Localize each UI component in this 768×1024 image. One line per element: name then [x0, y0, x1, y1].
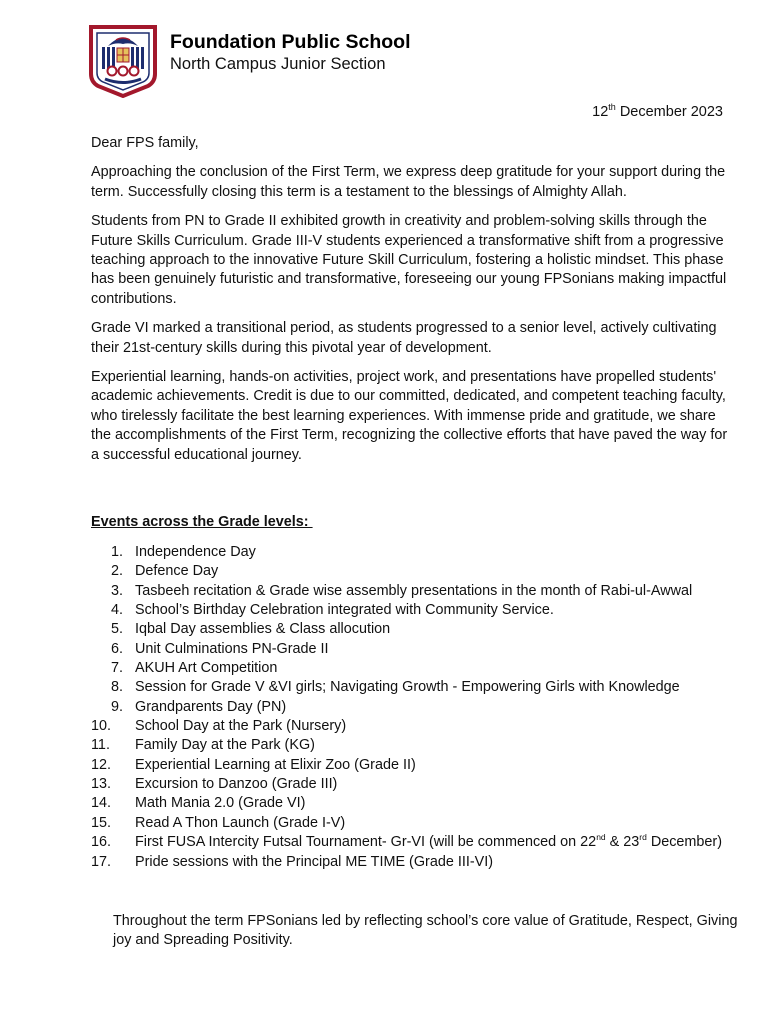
- paragraph: Approaching the conclusion of the First Term, we express deep gratitude for your support during the term. Successfully closing this term is a testament to the blessings of Almighty Allah.: [91, 164, 726, 200]
- list-item: 10. School Day at the Park (Nursery): [91, 718, 347, 735]
- events-list: [91, 543, 741, 872]
- list-item: 15. Read A Thon Launch (Grade I-V): [91, 814, 346, 831]
- list-item: 17. Pride sessions with the Principal ME TIME (Grade III-VI): [91, 853, 494, 870]
- paragraph: Experiential learning, hands-on activities, project work, and presentations have propelled students' academic achievements. Credit is due to our committed, dedicated, and competent teaching faculty, who tirelessly facilitate the best learning experiences. With immense pride and gratitude, we share the accomplishments of the First Term, recognizing the collective efforts that have paved the way for a successful educational journey.: [91, 369, 728, 463]
- greeting: Dear FPS family,: [91, 135, 199, 151]
- list-item: 11. Family Day at the Park (KG): [91, 737, 315, 754]
- list-item: 5. Iqbal Day assemblies & Class allocution: [111, 621, 391, 638]
- list-item: 7. AKUH Art Competition: [111, 660, 278, 677]
- list-item: 12. Experiential Learning at Elixir Zoo (Grade II): [91, 756, 416, 773]
- list-item: 4. School’s Birthday Celebration integrated with Community Service.: [111, 602, 554, 619]
- list-item: 3. Tasbeeh recitation & Grade wise assembly presentations in the month of Rabi-ul-Awwal: [111, 582, 693, 599]
- list-item: 14. Math Mania 2.0 (Grade VI): [91, 795, 306, 812]
- paragraph: Grade VI marked a transitional period, as students progressed to a senior level, actively cultivating their 21st-century skills during this pivotal year of development.: [91, 320, 717, 356]
- list-item: 13. Excursion to Danzoo (Grade III): [91, 776, 338, 793]
- list-item: 9. Grandparents Day (PN): [111, 698, 287, 715]
- letter-body: [91, 134, 731, 475]
- list-item: 2. Defence Day: [111, 563, 219, 580]
- list-item: 6. Unit Culminations PN-Grade II: [111, 640, 329, 657]
- campus-name: North Campus Junior Section: [170, 55, 386, 73]
- list-item: 8. Session for Grade V &VI girls; Navigating Growth - Empowering Girls with Knowledge: [111, 679, 680, 696]
- school-crest-icon: [88, 24, 158, 98]
- closing-paragraph: Throughout the term FPSonians led by reflecting school’s core value of Gratitude, Respect, Giving joy and Spreading Positivity.: [113, 913, 738, 949]
- school-name: Foundation Public School: [170, 31, 411, 53]
- events-heading: Events across the Grade levels:: [91, 514, 313, 530]
- list-item: 16. First FUSA Intercity Futsal Tournament- Gr-VI (will be commenced on 22nd & 23rd December): [91, 832, 722, 851]
- letter-date: 12th December 2023: [592, 102, 723, 120]
- list-item: 1. Independence Day: [111, 544, 256, 560]
- paragraph: Students from PN to Grade II exhibited growth in creativity and problem-solving skills through the Future Skills Curriculum. Grade III-V students experienced a transformative shift from a progressive teaching approach to the innovative Future Skill Curriculum, fostering a holistic mindset. This phase has been genuinely futuristic and transformative, foreseeing our young FPSonians making impactful contributions.: [91, 213, 727, 307]
